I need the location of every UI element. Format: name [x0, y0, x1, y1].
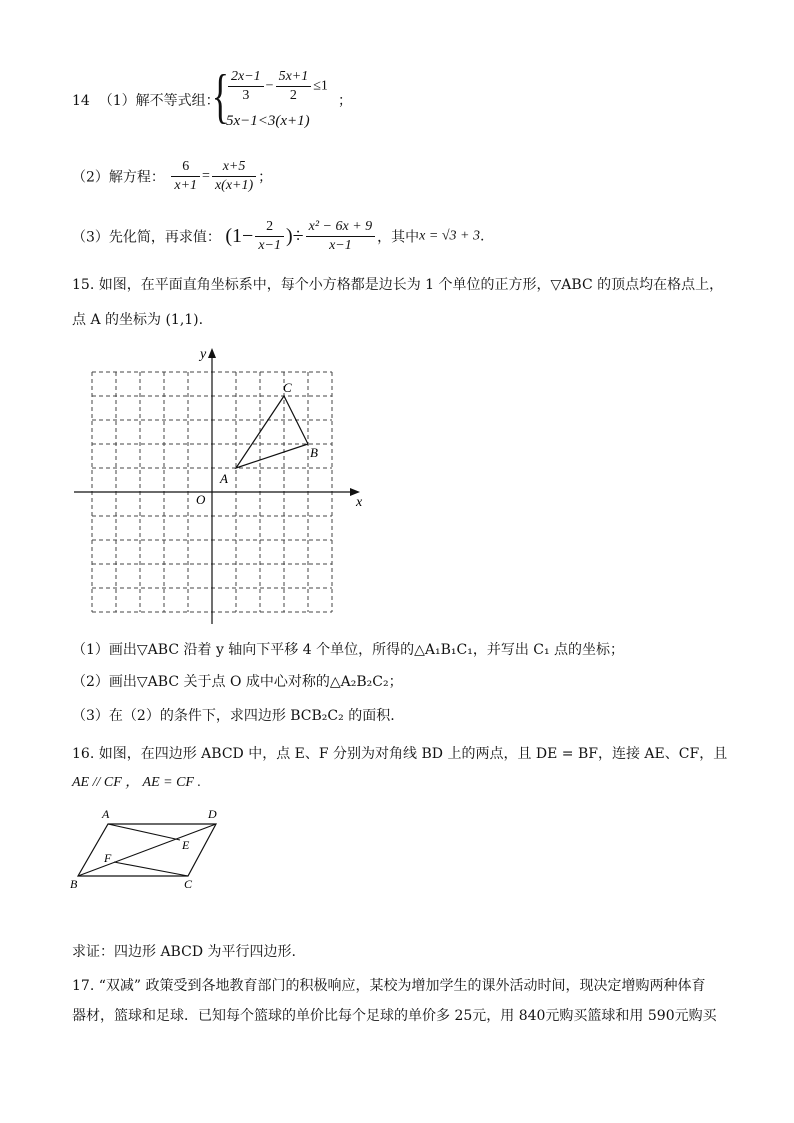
- segment-ae: [108, 824, 180, 840]
- y-axis-arrow: [208, 348, 216, 358]
- x-axis-label: x: [356, 495, 363, 510]
- q17-line1: 17. “双减” 政策受到各地教育部门的积极响应，某校为增加学生的课外活动时间，现决定增购两种体育: [72, 978, 706, 994]
- q14-part1-label: （1）解不等式组：: [98, 93, 220, 109]
- q15-line2: 点 A 的坐标为 (1,1).: [72, 312, 204, 328]
- q15-part2: （2）画出▽ABC 关于点 O 成中心对称的△A₂B₂C₂；: [72, 674, 403, 690]
- inequality-1: $\frac{2x-1}{3}$ − $\frac{5x+1}{2}$ ≤1: [226, 68, 328, 105]
- q16-prove: 求证：四边形 ABCD 为平行四边形.: [72, 944, 296, 960]
- coordinate-grid-figure: [70, 340, 370, 630]
- origin-label: O: [196, 492, 206, 507]
- label-e: E: [182, 838, 190, 852]
- inequality-2: 5x−1<3(x+1): [226, 113, 310, 129]
- system-brace: {: [211, 63, 230, 129]
- q16-line1: 16. 如图，在四边形 ABCD 中，点 E、F 分别为对角线 BD 上的两点，且 DE = BF，连接 AE、CF，且: [72, 746, 728, 762]
- label-b: B: [70, 877, 78, 891]
- q17-line2: 器材，篮球和足球．已知每个篮球的单价比每个足球的单价多 25元，用 840元购买篮球和用 590元购买: [72, 1008, 717, 1024]
- label-a: A: [220, 471, 228, 486]
- triangle-abc: [236, 396, 308, 468]
- q14-number: 14 （1）解不等式组：: [72, 93, 220, 109]
- label-b: B: [310, 445, 318, 460]
- parallelogram-figure: [68, 806, 228, 892]
- q16-line2: AE // CF ， AE = CF .: [72, 775, 201, 790]
- q14-part2: （2）解方程： $\frac{6}{x+1}$ = $\frac{x+5}{x(x+1)}$ ；: [72, 159, 273, 193]
- q15-part1: （1）画出▽ABC 沿着 y 轴向下平移 4 个单位，所得的△A₁B₁C₁，并写出 C₁ 点的坐标；: [72, 642, 625, 658]
- label-d: D: [208, 807, 217, 821]
- q15-line1: 15. 如图，在平面直角坐标系中，每个小方格都是边长为 1 个单位的正方形，▽ABC 的顶点均在格点上，: [72, 277, 724, 293]
- label-c: C: [283, 380, 292, 395]
- y-axis-label: y: [200, 347, 207, 362]
- label-c: C: [184, 877, 193, 891]
- q14-part1-end: ；: [338, 93, 352, 109]
- label-f: F: [104, 851, 112, 865]
- q14-part3: （3）先化简，再求值： (1− $\frac{2}{x-1}$ )÷ $\frac{\text{x² − 6x + 9}}{x-1}$ ，其中x = √3 + 3.: [72, 219, 485, 253]
- q15-part3: （3）在（2）的条件下，求四边形 BCB₂C₂ 的面积.: [72, 708, 395, 724]
- label-a: A: [102, 807, 110, 821]
- segment-cf: [114, 862, 188, 876]
